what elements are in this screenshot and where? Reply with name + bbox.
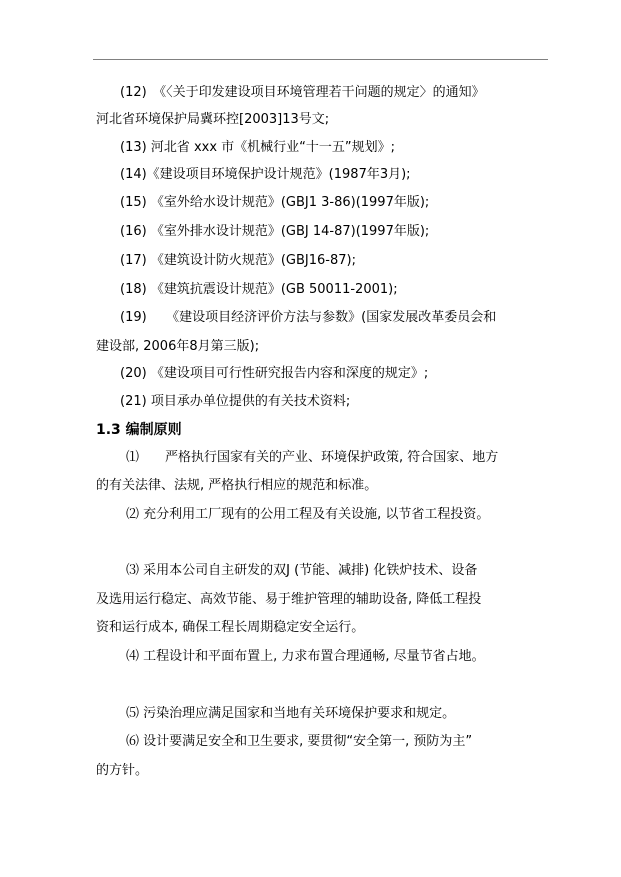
reference-item-18: (18) 《建筑抗震设计规范》(GB 50011-2001); (120, 282, 398, 297)
reference-item-15: (15) 《室外给水设计规范》(GBJ1 3-86)(1997年版); (120, 195, 430, 210)
reference-item-13: (13) 河北省 xxx 市《机械行业“十一五”规划》; (120, 140, 396, 155)
reference-item-12: (12) 《〈关于印发建设项目环境管理若干问题的规定〉的通知》 (120, 85, 485, 100)
principle-6: ⑹ 设计要满足安全和卫生要求, 要贯彻“安全第一, 预防为主” (126, 734, 473, 749)
principle-5: ⑸ 污染治理应满足国家和当地有关环境保护要求和规定。 (126, 706, 456, 721)
principle-3: ⑶ 采用本公司自主研发的双J (节能、减排) 化铁炉技术、设备 (126, 563, 478, 578)
reference-item-19-continuation: 建设部, 2006年8月第三版); (96, 339, 260, 354)
principle-4: ⑷ 工程设计和平面布置上, 力求布置合理通畅, 尽量节省占地。 (126, 649, 485, 664)
reference-item-20: (20) 《建设项目可行性研究报告内容和深度的规定》; (120, 366, 429, 381)
reference-item-17: (17) 《建筑设计防火规范》(GBJ16-87); (120, 253, 356, 268)
principle-3-continuation-b: 资和运行成本, 确保工程长周期稳定安全运行。 (96, 620, 365, 635)
reference-item-21: (21) 项目承办单位提供的有关技术资料; (120, 394, 351, 409)
principle-1: ⑴ 严格执行国家有关的产业、环境保护政策, 符合国家、地方 (126, 450, 499, 465)
reference-item-16: (16) 《室外排水设计规范》(GBJ 14-87)(1997年版); (120, 224, 430, 239)
section-heading: 1.3 编制原则 (96, 422, 182, 438)
principle-3-continuation-a: 及选用运行稳定、高效节能、易于维护管理的辅助设备, 降低工程投 (96, 592, 482, 607)
reference-item-14: (14)《建设项目环境保护设计规范》(1987年3月); (120, 167, 411, 182)
principle-2: ⑵ 充分利用工厂现有的公用工程及有关设施, 以节省工程投资。 (126, 507, 490, 522)
reference-item-19: (19) 《建设项目经济评价方法与参数》(国家发展改革委员会和 (120, 310, 497, 325)
principle-1-continuation: 的有关法律、法规, 严格执行相应的规范和标准。 (96, 478, 378, 493)
header-rule (93, 59, 548, 60)
reference-item-12-continuation: 河北省环境保护局冀环控[2003]13号文; (96, 112, 330, 127)
principle-6-continuation: 的方针。 (96, 763, 149, 778)
